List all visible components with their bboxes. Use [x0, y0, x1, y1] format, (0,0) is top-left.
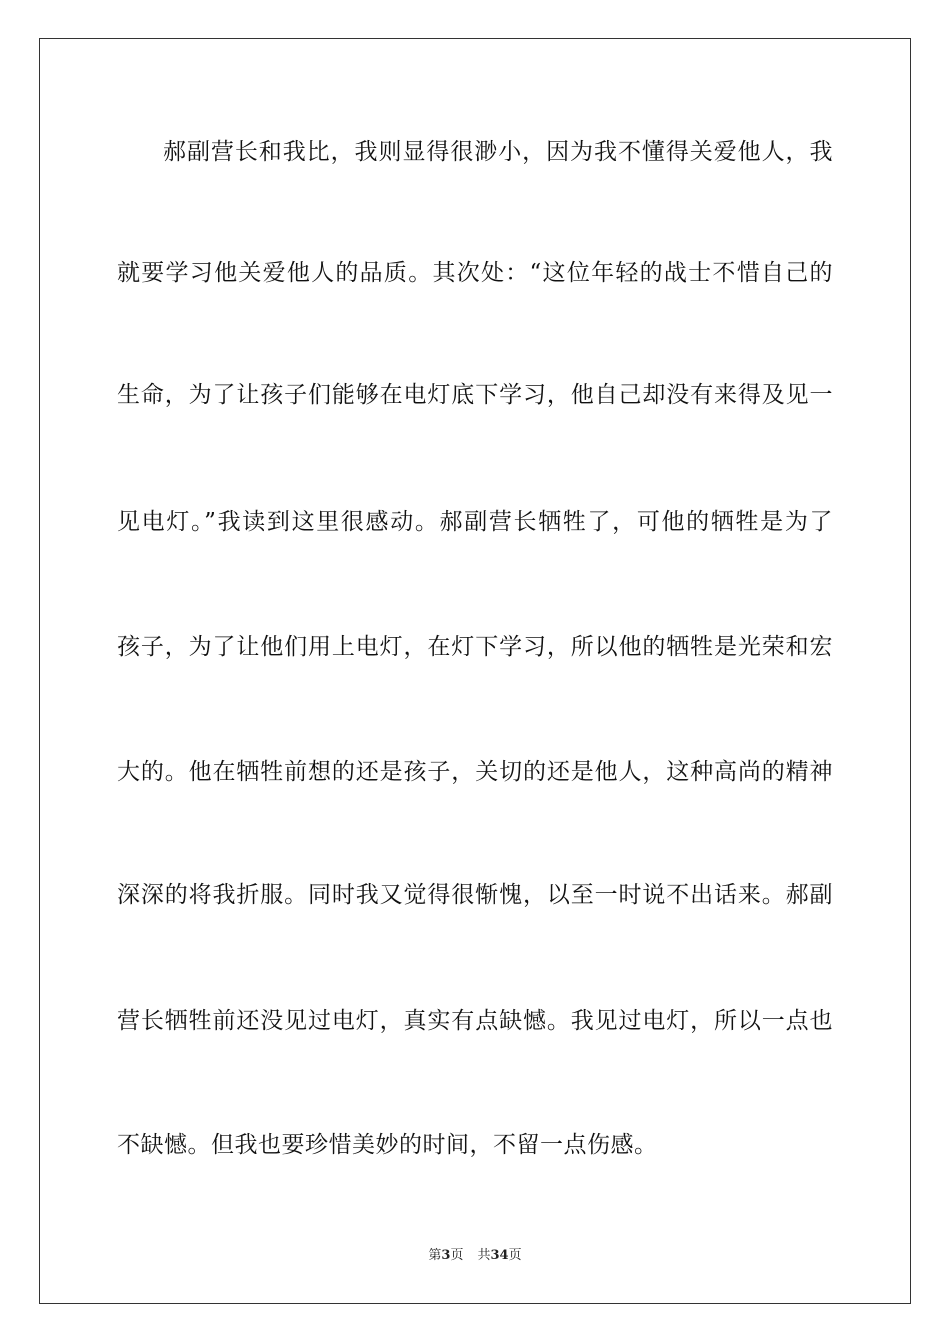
text-line: 孩子，为了让他们用上电灯，在灯下学习，所以他的牺牲是光荣和宏 — [117, 634, 833, 660]
text-line: 营长牺牲前还没见过电灯，真实有点缺憾。我见过电灯，所以一点也 — [117, 1008, 833, 1034]
text-line: 大的。他在牺牲前想的还是孩子，关切的还是他人，这种高尚的精神 — [117, 759, 833, 785]
text-line: 深深的将我折服。同时我又觉得很惭愧，以至一时说不出话来。郝副 — [117, 882, 833, 908]
text-line: 生命，为了让孩子们能够在电灯底下学习，他自己却没有来得及见一 — [117, 382, 833, 408]
page-border — [39, 38, 911, 1304]
text-line: 见电灯。”我读到这里很感动。郝副营长牺牲了，可他的牺牲是为了 — [117, 509, 833, 535]
page-suffix: 页 — [450, 1248, 464, 1263]
page-number: 3 — [441, 1248, 451, 1263]
total-suffix: 页 — [508, 1248, 522, 1263]
text-line: 郝副营长和我比，我则显得很渺小，因为我不懂得关爱他人，我 — [163, 139, 833, 165]
page-footer — [0, 1247, 950, 1265]
page-prefix: 第 — [428, 1248, 442, 1263]
total-pages: 34 — [490, 1248, 509, 1263]
total-prefix: 共 — [477, 1248, 491, 1263]
text-line: 不缺憾。但我也要珍惜美妙的时间，不留一点伤感。 — [117, 1132, 658, 1158]
text-line: 就要学习他关爱他人的品质。其次处：“这位年轻的战士不惜自己的 — [117, 260, 833, 286]
